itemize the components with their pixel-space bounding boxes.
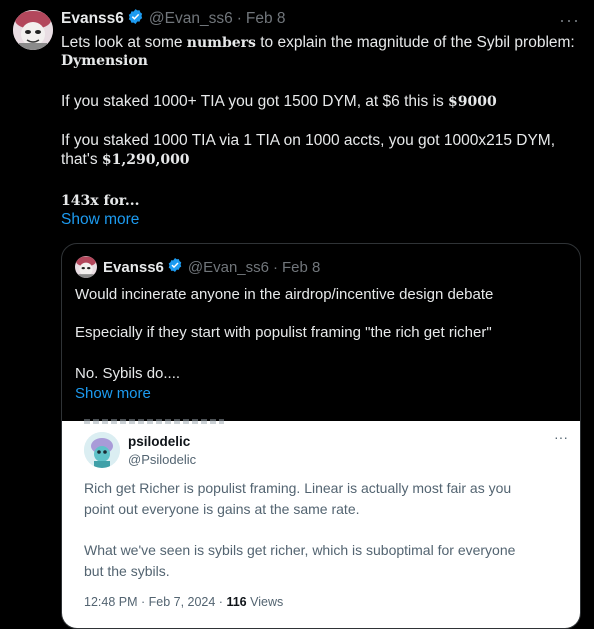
text-segment: that's xyxy=(61,151,102,168)
tweet-line-6 xyxy=(61,191,140,211)
quoted-avatar[interactable] xyxy=(75,256,97,278)
text-segment: If you staked 1000+ TIA you got 1500 DYM, at $6 this is xyxy=(61,93,449,110)
psilodelic-avatar xyxy=(84,432,120,468)
quoted-header xyxy=(103,257,320,277)
show-more-link[interactable]: Show more xyxy=(61,211,140,228)
quoted-avatar-image xyxy=(75,256,97,278)
more-options-icon[interactable]: ··· xyxy=(559,10,580,30)
embedded-line-1: Rich get Richer is populist framing. Linear is actually most fair as you xyxy=(84,480,512,496)
embedded-tweet-image[interactable] xyxy=(62,421,580,628)
quoted-timestamp: Feb 8 xyxy=(282,258,321,276)
embedded-display-name: psilodelic xyxy=(128,434,191,449)
more-options-icon: ··· xyxy=(554,429,568,445)
embedded-line-3: What we've seen is sybils get richer, which is suboptimal for everyone xyxy=(84,542,516,558)
bold-text: numbers xyxy=(186,35,256,51)
separator-dot: · xyxy=(273,258,278,276)
embedded-line-2: point out everyone is gains at the same rate. xyxy=(84,501,360,517)
quoted-show-more-link[interactable]: Show more xyxy=(75,385,151,402)
text-segment: Lets look at some xyxy=(61,34,187,51)
quoted-line-1: Would incinerate anyone in the airdrop/incentive design debate xyxy=(75,286,494,303)
timestamp[interactable]: Feb 8 xyxy=(245,10,286,27)
views-count: 116 xyxy=(226,595,247,609)
bold-text: Dymension xyxy=(61,53,148,69)
bold-text: $9000 xyxy=(448,94,497,110)
tweet-line-4 xyxy=(61,131,555,151)
display-name[interactable]: Evanss6 xyxy=(61,10,124,27)
quoted-line-2: Especially if they start with populist framing "the rich get richer" xyxy=(75,324,492,341)
verified-badge-icon xyxy=(127,8,144,30)
embedded-meta xyxy=(84,595,283,609)
embedded-line-4: but the sybils. xyxy=(84,563,170,579)
tweet-line-1 xyxy=(61,33,575,53)
quoted-line-3: No. Sybils do.... xyxy=(75,365,181,382)
quoted-display-name: Evanss6 xyxy=(103,258,164,276)
cropped-text-remnant xyxy=(84,419,224,424)
handle[interactable]: @Evan_ss6 xyxy=(148,10,233,27)
text-segment: If you staked 1000 TIA via 1 TIA on 1000 accts, you got 1000x215 DYM, xyxy=(61,132,556,149)
text-segment: to explain the magnitude of the Sybil problem: xyxy=(255,34,575,51)
tweet-line-3 xyxy=(61,92,497,112)
avatar-image xyxy=(13,10,53,50)
bold-text: $1,290,000 xyxy=(101,152,190,168)
verified-badge-icon xyxy=(167,257,183,277)
tweet-line-5 xyxy=(61,150,190,170)
tweet-header xyxy=(61,9,286,29)
tweet-line-2 xyxy=(61,51,148,71)
bold-text: 143x for... xyxy=(61,193,140,209)
views-label: Views xyxy=(246,595,284,609)
quoted-tweet-card[interactable] xyxy=(61,243,581,629)
separator-dot: · xyxy=(236,10,242,27)
avatar[interactable] xyxy=(13,10,53,50)
quoted-handle: @Evan_ss6 xyxy=(187,258,269,276)
embedded-timestamp: 12:48 PM · Feb 7, 2024 · xyxy=(84,595,227,609)
embedded-handle: @Psilodelic xyxy=(128,452,197,467)
avatar-image xyxy=(84,432,120,468)
